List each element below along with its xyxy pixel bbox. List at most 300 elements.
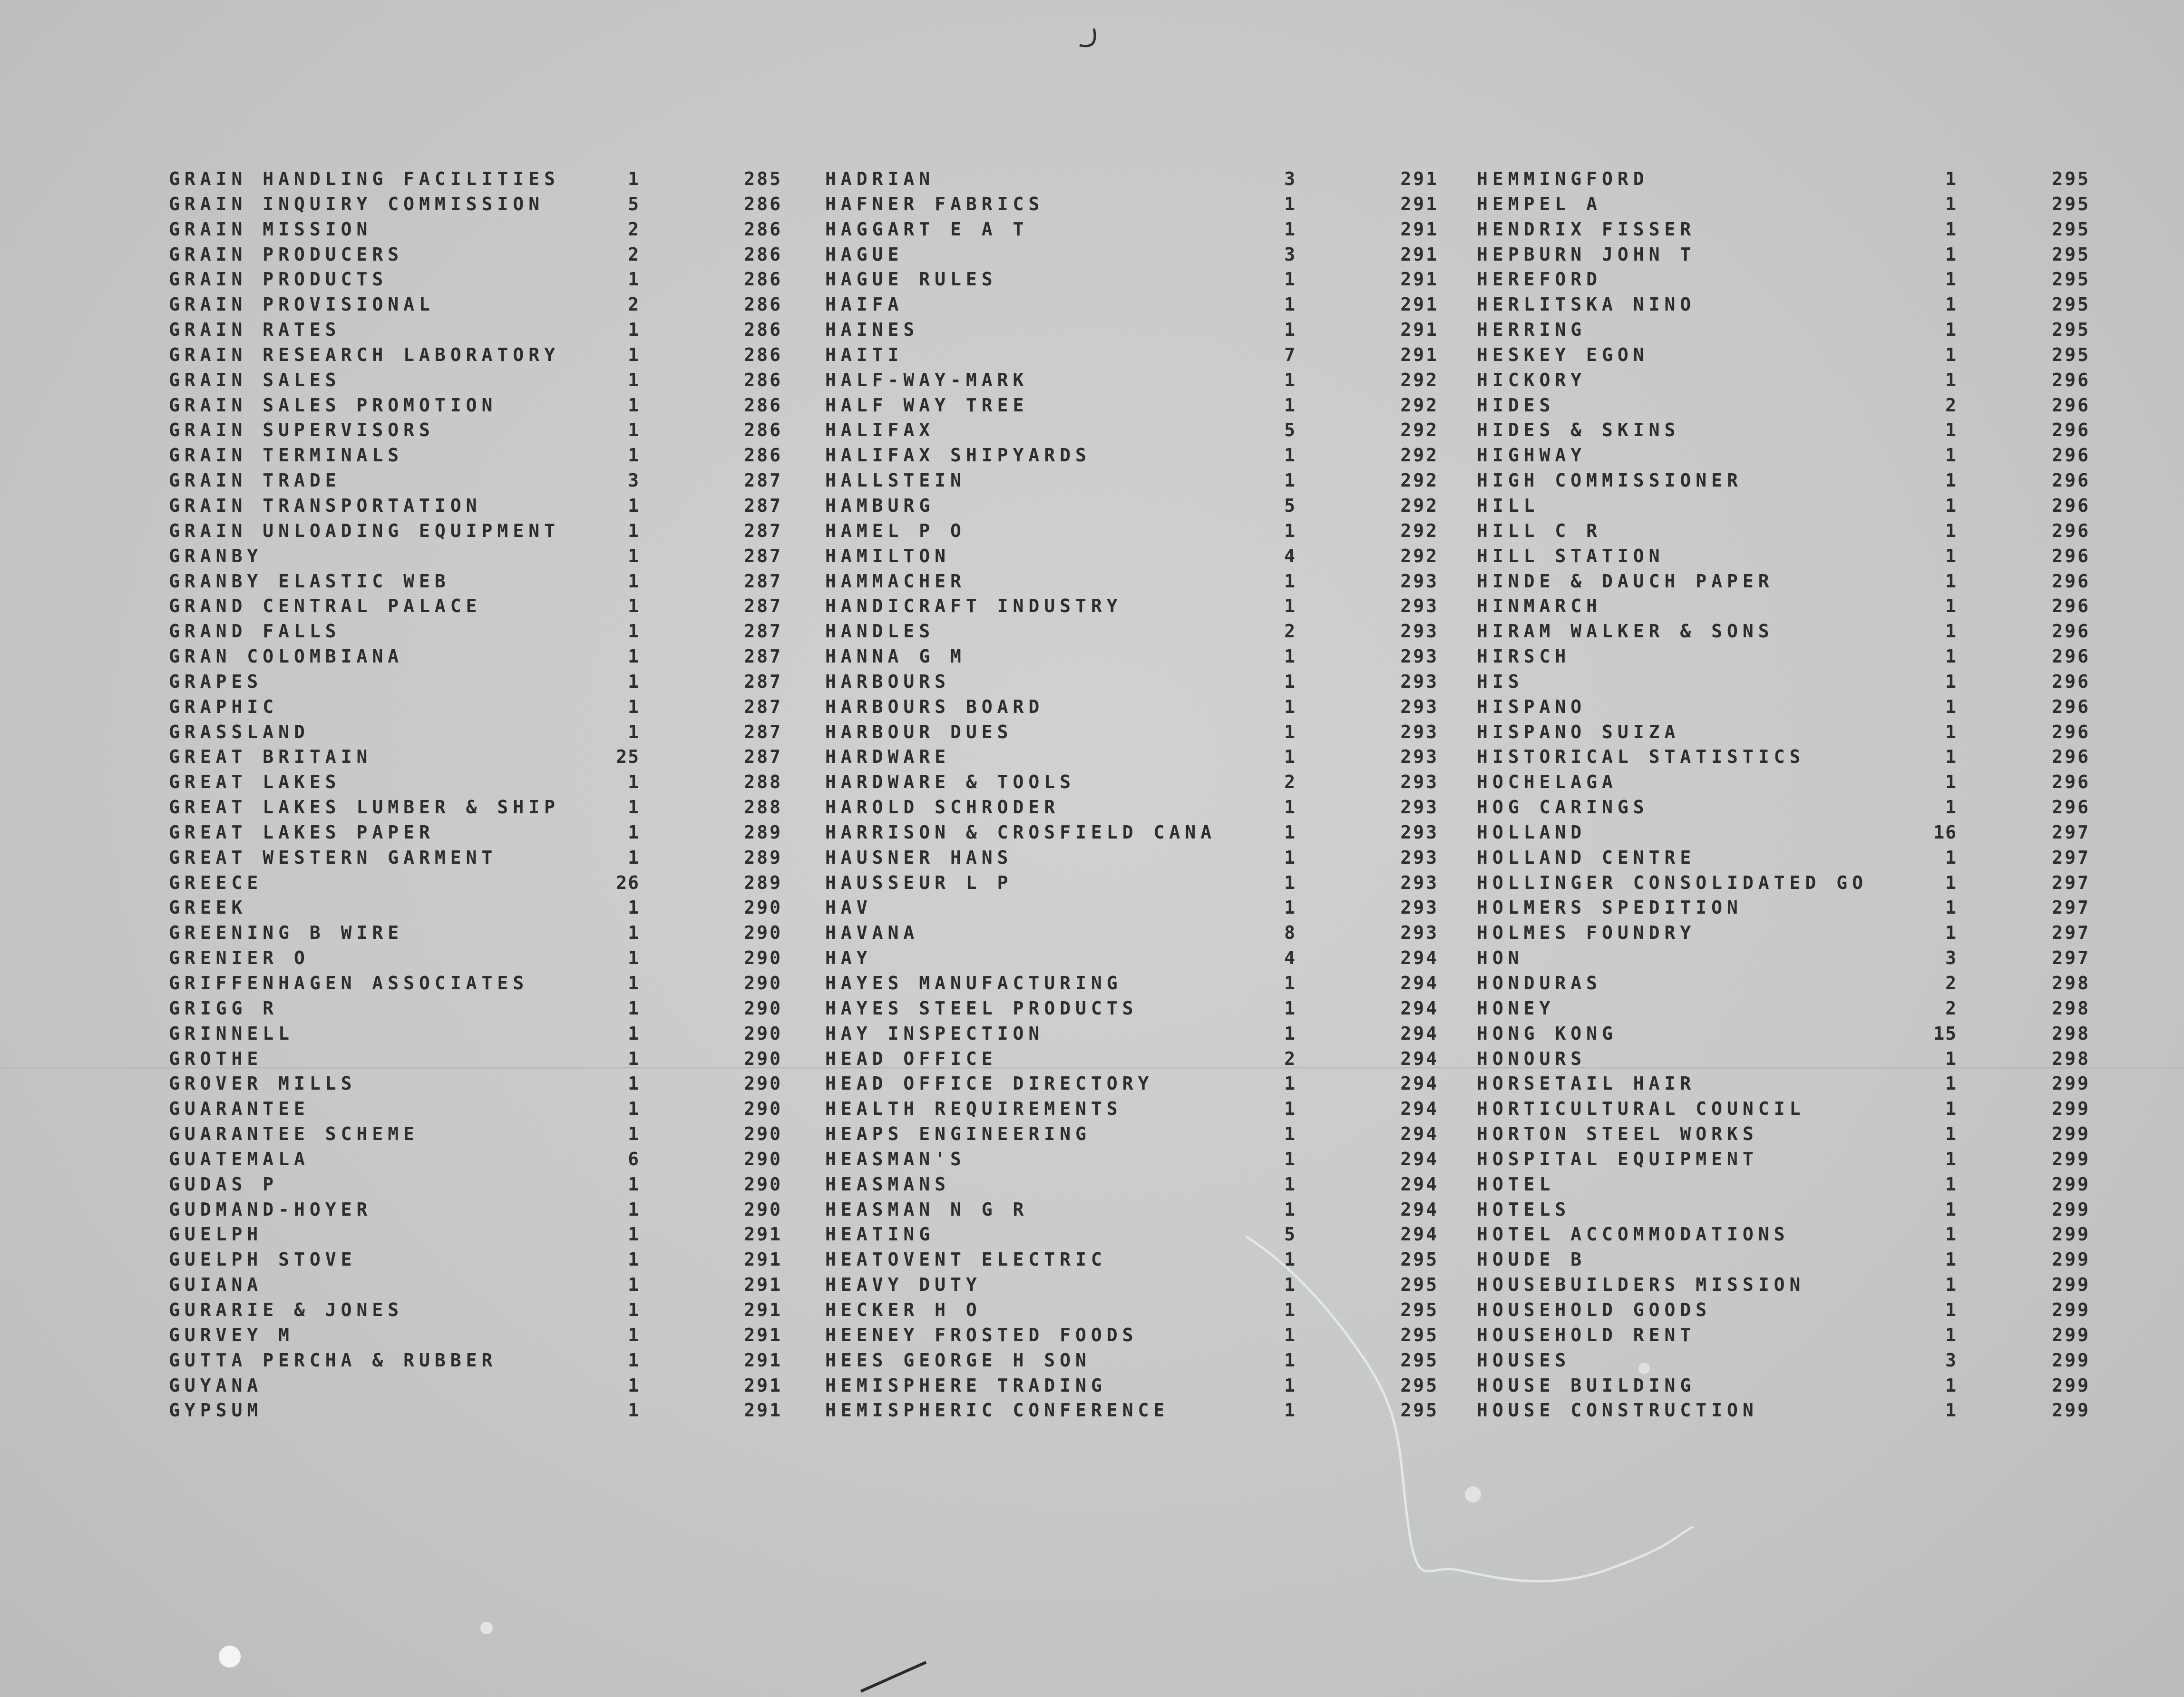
entry-page: 295 <box>1400 1375 1439 1396</box>
index-entry <box>825 669 1458 694</box>
entry-count: 1 <box>1284 997 1296 1019</box>
entry-count: 1 <box>1945 545 1957 566</box>
entry-count: 1 <box>628 394 640 416</box>
entry-page: 286 <box>744 193 782 215</box>
index-entry <box>169 669 801 694</box>
index-entry <box>825 1398 1458 1423</box>
entry-count: 1 <box>1284 319 1296 341</box>
entry-count: 3 <box>1945 947 1957 969</box>
entry-page: 298 <box>2052 1048 2090 1069</box>
index-entry <box>1477 996 2095 1021</box>
entry-count: 1 <box>1945 1073 1957 1094</box>
entry-name: GRAN COLOMBIANA <box>169 646 404 667</box>
index-entry <box>169 468 801 493</box>
entry-page: 294 <box>1400 997 1439 1019</box>
entry-name: HANDLES <box>825 621 935 642</box>
entry-name: HOUSE CONSTRUCTION <box>1477 1400 1758 1421</box>
entry-count: 3 <box>1284 168 1296 189</box>
entry-page: 292 <box>1400 545 1439 566</box>
index-entry <box>825 1147 1458 1172</box>
entry-name: HARDWARE <box>825 746 951 768</box>
entry-count: 1 <box>1284 218 1296 240</box>
index-entry <box>825 1122 1458 1147</box>
entry-count: 1 <box>628 973 640 994</box>
entry-count: 1 <box>1945 797 1957 818</box>
entry-name: GRENIER O <box>169 947 310 969</box>
entry-count: 1 <box>1284 269 1296 290</box>
entry-name: GRAIN PRODUCTS <box>169 269 388 290</box>
entry-count: 1 <box>1945 193 1957 215</box>
index-entry <box>169 594 801 619</box>
entry-count: 1 <box>628 1048 640 1069</box>
entry-count: 2 <box>1284 1048 1296 1069</box>
entry-page: 291 <box>1400 218 1439 240</box>
entry-count: 16 <box>1933 821 1957 843</box>
entry-name: GRAPHIC <box>169 696 279 717</box>
entry-page: 297 <box>2052 872 2090 893</box>
entry-page: 291 <box>744 1375 782 1396</box>
entry-page: 299 <box>2052 1098 2090 1120</box>
entry-count: 1 <box>1945 168 1957 189</box>
entry-page: 288 <box>744 797 782 818</box>
index-entry <box>169 895 801 920</box>
entry-name: GRAIN INQUIRY COMMISSION <box>169 193 545 215</box>
index-entry <box>1477 1122 2095 1147</box>
entry-name: GREECE <box>169 872 263 893</box>
entry-name: GRAIN PRODUCERS <box>169 244 404 265</box>
entry-count: 1 <box>628 1349 640 1371</box>
index-entry <box>169 544 801 569</box>
entry-page: 296 <box>2052 570 2090 592</box>
entry-page: 290 <box>744 1023 782 1044</box>
entry-name: HAV <box>825 897 872 918</box>
index-entry <box>169 1272 801 1297</box>
entry-count: 1 <box>628 646 640 667</box>
index-entry <box>825 468 1458 493</box>
entry-count: 1 <box>1945 771 1957 793</box>
entry-page: 293 <box>1400 721 1439 742</box>
entry-page: 291 <box>1400 168 1439 189</box>
index-entry <box>169 1046 801 1072</box>
entry-page: 292 <box>1400 419 1439 441</box>
entry-count: 1 <box>1284 797 1296 818</box>
entry-page: 299 <box>2052 1199 2090 1220</box>
entry-name: GRAIN RATES <box>169 319 341 341</box>
entry-page: 296 <box>2052 445 2090 466</box>
entry-count: 1 <box>628 419 640 441</box>
index-entry <box>1477 1323 2095 1348</box>
entry-count: 1 <box>628 721 640 742</box>
entry-count: 5 <box>1284 495 1296 516</box>
index-entry <box>825 518 1458 544</box>
index-entry <box>825 619 1458 644</box>
entry-page: 295 <box>2052 218 2090 240</box>
entry-page: 292 <box>1400 369 1439 390</box>
entry-name: HEASMANS <box>825 1173 951 1195</box>
entry-name: HALIFAX SHIPYARDS <box>825 445 1091 466</box>
entry-count: 1 <box>628 621 640 642</box>
entry-count: 1 <box>628 847 640 868</box>
entry-count: 1 <box>628 1249 640 1270</box>
entry-name: HAGUE <box>825 244 904 265</box>
entry-count: 1 <box>1284 1274 1296 1296</box>
index-entry <box>169 192 801 217</box>
entry-count: 4 <box>1284 545 1296 566</box>
entry-name: HALIFAX <box>825 419 935 441</box>
entry-count: 1 <box>1284 646 1296 667</box>
entry-name: GURARIE & JONES <box>169 1299 404 1320</box>
entry-count: 1 <box>1284 1073 1296 1094</box>
entry-name: GREEK <box>169 897 247 918</box>
index-entry <box>1477 720 2095 745</box>
entry-page: 293 <box>1400 646 1439 667</box>
entry-page: 295 <box>2052 193 2090 215</box>
entry-count: 1 <box>628 1224 640 1245</box>
entry-page: 293 <box>1400 746 1439 768</box>
index-entry <box>169 644 801 669</box>
entry-page: 290 <box>744 997 782 1019</box>
index-entry <box>1477 895 2095 920</box>
entry-name: HISPANO <box>1477 696 1587 717</box>
entry-name: GRAIN RESEARCH LABORATORY <box>169 344 560 365</box>
entry-name: GRANBY <box>169 545 263 566</box>
index-entry <box>1477 820 2095 845</box>
entry-page: 299 <box>2052 1400 2090 1421</box>
entry-name: GUELPH <box>169 1224 263 1245</box>
index-entry <box>825 720 1458 745</box>
entry-count: 1 <box>628 821 640 843</box>
entry-count: 1 <box>1945 319 1957 341</box>
entry-name: HAIFA <box>825 294 904 315</box>
index-entry <box>169 795 801 820</box>
entry-name: HALF WAY TREE <box>825 394 1029 416</box>
entry-page: 291 <box>744 1249 782 1270</box>
entry-page: 295 <box>2052 294 2090 315</box>
entry-name: GRAIN MISSION <box>169 218 372 240</box>
entry-name: HANNA G M <box>825 646 966 667</box>
entry-page: 291 <box>1400 269 1439 290</box>
index-entry <box>825 820 1458 845</box>
index-entry <box>169 870 801 896</box>
entry-name: HEES GEORGE H SON <box>825 1349 1091 1371</box>
index-entry <box>825 1297 1458 1323</box>
entry-name: HORSETAIL HAIR <box>1477 1073 1696 1094</box>
index-entry <box>825 166 1458 192</box>
entry-page: 296 <box>2052 470 2090 491</box>
entry-name: GRANBY ELASTIC WEB <box>169 570 450 592</box>
entry-page: 291 <box>744 1224 782 1245</box>
entry-page: 294 <box>1400 1098 1439 1120</box>
entry-page: 291 <box>744 1274 782 1296</box>
index-entry <box>1477 1147 2095 1172</box>
entry-page: 299 <box>2052 1349 2090 1371</box>
entry-count: 1 <box>628 696 640 717</box>
entry-count: 1 <box>1284 1023 1296 1044</box>
entry-name: HAYES MANUFACTURING <box>825 973 1122 994</box>
index-entry <box>169 342 801 368</box>
entry-count: 1 <box>1284 193 1296 215</box>
entry-page: 290 <box>744 1073 782 1094</box>
index-entry <box>1477 493 2095 518</box>
entry-count: 1 <box>1945 269 1957 290</box>
index-entry <box>169 166 801 192</box>
entry-page: 294 <box>1400 1123 1439 1145</box>
entry-count: 1 <box>1945 671 1957 692</box>
entry-count: 1 <box>628 997 640 1019</box>
index-entry <box>169 971 801 996</box>
entry-name: GRAIN TERMINALS <box>169 445 404 466</box>
index-entry <box>1477 443 2095 468</box>
entry-count: 1 <box>1284 470 1296 491</box>
entry-name: GRAND FALLS <box>169 621 341 642</box>
index-entry <box>169 1021 801 1046</box>
entry-page: 290 <box>744 1173 782 1195</box>
entry-page: 291 <box>1400 193 1439 215</box>
entry-count: 1 <box>1945 1400 1957 1421</box>
entry-count: 1 <box>628 369 640 390</box>
entry-name: GRASSLAND <box>169 721 310 742</box>
entry-count: 1 <box>1945 646 1957 667</box>
index-entry <box>825 895 1458 920</box>
entry-name: GUYANA <box>169 1375 263 1396</box>
film-scratch <box>860 1661 926 1692</box>
index-entry <box>825 1021 1458 1046</box>
entry-count: 1 <box>628 1375 640 1396</box>
entry-count: 1 <box>628 445 640 466</box>
index-entry <box>1477 267 2095 292</box>
entry-page: 299 <box>2052 1224 2090 1245</box>
index-entry <box>1477 1197 2095 1222</box>
index-entry <box>169 443 801 468</box>
entry-count: 1 <box>1945 1098 1957 1120</box>
entry-page: 294 <box>1400 1073 1439 1094</box>
index-entry <box>825 1373 1458 1398</box>
entry-page: 287 <box>744 671 782 692</box>
entry-page: 291 <box>1400 319 1439 341</box>
entry-count: 25 <box>616 746 640 768</box>
entry-name: HOUSEHOLD GOODS <box>1477 1299 1712 1320</box>
entry-name: GRAIN SUPERVISORS <box>169 419 435 441</box>
entry-page: 287 <box>744 696 782 717</box>
entry-name: HOUSES <box>1477 1349 1571 1371</box>
entry-page: 292 <box>1400 470 1439 491</box>
entry-count: 1 <box>628 570 640 592</box>
entry-name: HAVANA <box>825 922 919 944</box>
entry-count: 1 <box>1284 1123 1296 1145</box>
entry-page: 293 <box>1400 771 1439 793</box>
entry-name: HISTORICAL STATISTICS <box>1477 746 1805 768</box>
index-entry <box>1477 1373 2095 1398</box>
film-speck <box>1638 1363 1650 1374</box>
entry-page: 290 <box>744 947 782 969</box>
entry-name: HOLLINGER CONSOLIDATED GO <box>1477 872 1868 893</box>
entry-page: 295 <box>1400 1400 1439 1421</box>
entry-count: 1 <box>1284 1299 1296 1320</box>
index-entry <box>169 770 801 795</box>
entry-page: 294 <box>1400 1199 1439 1220</box>
entry-count: 4 <box>1284 947 1296 969</box>
index-entry <box>1477 1071 2095 1096</box>
entry-name: HARBOURS BOARD <box>825 696 1044 717</box>
entry-name: HEPBURN JOHN T <box>1477 244 1696 265</box>
entry-count: 1 <box>1945 1299 1957 1320</box>
index-entry <box>825 1096 1458 1122</box>
entry-count: 1 <box>1284 520 1296 541</box>
entry-page: 292 <box>1400 495 1439 516</box>
index-entry <box>825 770 1458 795</box>
entry-name: GRIGG R <box>169 997 279 1019</box>
entry-count: 2 <box>628 218 640 240</box>
entry-page: 294 <box>1400 1173 1439 1195</box>
index-entry <box>169 1297 801 1323</box>
entry-page: 299 <box>2052 1249 2090 1270</box>
entry-name: HONEY <box>1477 997 1555 1019</box>
index-entry <box>169 1323 801 1348</box>
index-entry <box>825 217 1458 242</box>
entry-count: 1 <box>1284 872 1296 893</box>
entry-name: HARDWARE & TOOLS <box>825 771 1076 793</box>
entry-name: HIS <box>1477 671 1524 692</box>
entry-count: 1 <box>1284 294 1296 315</box>
entry-name: GREENING B WIRE <box>169 922 404 944</box>
entry-page: 289 <box>744 847 782 868</box>
entry-page: 296 <box>2052 646 2090 667</box>
entry-name: GUIANA <box>169 1274 263 1296</box>
entry-name: HEREFORD <box>1477 269 1602 290</box>
index-entry <box>1477 242 2095 267</box>
entry-count: 1 <box>1945 1274 1957 1296</box>
entry-name: HOLLAND CENTRE <box>1477 847 1696 868</box>
entry-count: 1 <box>1284 1400 1296 1421</box>
entry-count: 26 <box>616 872 640 893</box>
entry-page: 297 <box>2052 821 2090 843</box>
entry-count: 1 <box>1945 419 1957 441</box>
entry-name: HONG KONG <box>1477 1023 1618 1044</box>
entry-page: 286 <box>744 344 782 365</box>
entry-count: 1 <box>628 168 640 189</box>
entry-page: 295 <box>1400 1274 1439 1296</box>
entry-name: HOLMES FOUNDRY <box>1477 922 1696 944</box>
entry-count: 1 <box>1945 621 1957 642</box>
entry-page: 294 <box>1400 947 1439 969</box>
index-entry <box>1477 770 2095 795</box>
entry-page: 286 <box>744 369 782 390</box>
entry-name: HANDICRAFT INDUSTRY <box>825 595 1122 617</box>
entry-name: HIRSCH <box>1477 646 1571 667</box>
entry-count: 1 <box>1284 1098 1296 1120</box>
index-entry <box>1477 518 2095 544</box>
index-entry <box>169 317 801 342</box>
index-entry <box>169 569 801 594</box>
entry-name: HARBOUR DUES <box>825 721 1013 742</box>
entry-name: GRAND CENTRAL PALACE <box>169 595 482 617</box>
entry-name: HERRING <box>1477 319 1587 341</box>
entry-count: 5 <box>628 193 640 215</box>
entry-count: 8 <box>1284 922 1296 944</box>
entry-page: 295 <box>1400 1299 1439 1320</box>
entry-name: HEALTH REQUIREMENTS <box>825 1098 1122 1120</box>
entry-name: HORTON STEEL WORKS <box>1477 1123 1758 1145</box>
entry-name: HOLLAND <box>1477 821 1587 843</box>
entry-name: HAUSNER HANS <box>825 847 1013 868</box>
entry-page: 290 <box>744 897 782 918</box>
index-entry <box>1477 744 2095 770</box>
entry-name: HAMILTON <box>825 545 951 566</box>
entry-name: GROVER MILLS <box>169 1073 357 1094</box>
entry-name: HOLMERS SPEDITION <box>1477 897 1743 918</box>
entry-count: 1 <box>1284 1375 1296 1396</box>
index-entry <box>825 744 1458 770</box>
entry-page: 287 <box>744 570 782 592</box>
index-entry <box>1477 192 2095 217</box>
entry-name: GRAIN PROVISIONAL <box>169 294 435 315</box>
entry-count: 2 <box>1284 771 1296 793</box>
index-entry <box>825 920 1458 946</box>
entry-page: 296 <box>2052 495 2090 516</box>
entry-page: 295 <box>1400 1249 1439 1270</box>
index-entry <box>169 493 801 518</box>
entry-page: 290 <box>744 1199 782 1220</box>
entry-name: HILL STATION <box>1477 545 1665 566</box>
entry-page: 289 <box>744 872 782 893</box>
index-entry <box>825 795 1458 820</box>
entry-name: HAFNER FABRICS <box>825 193 1044 215</box>
entry-name: GROTHE <box>169 1048 263 1069</box>
entry-page: 290 <box>744 973 782 994</box>
entry-count: 1 <box>628 897 640 918</box>
entry-name: HILL C R <box>1477 520 1602 541</box>
entry-count: 1 <box>1945 922 1957 944</box>
entry-page: 296 <box>2052 545 2090 566</box>
entry-name: HOUSEBUILDERS MISSION <box>1477 1274 1805 1296</box>
entry-count: 1 <box>1284 746 1296 768</box>
entry-name: GYPSUM <box>169 1400 263 1421</box>
film-speck <box>1465 1486 1481 1502</box>
index-entry <box>169 1348 801 1373</box>
entry-page: 299 <box>2052 1123 2090 1145</box>
index-entry <box>825 1272 1458 1297</box>
film-speck <box>219 1646 241 1668</box>
entry-name: HEAPS ENGINEERING <box>825 1123 1091 1145</box>
entry-name: HAY <box>825 947 872 969</box>
index-entry <box>169 242 801 267</box>
entry-name: GUARANTEE <box>169 1098 310 1120</box>
entry-page: 297 <box>2052 922 2090 944</box>
index-entry <box>825 1046 1458 1072</box>
index-entry <box>825 946 1458 971</box>
entry-page: 291 <box>1400 344 1439 365</box>
entry-name: HOCHELAGA <box>1477 771 1618 793</box>
entry-count: 1 <box>1284 897 1296 918</box>
index-entry <box>825 1247 1458 1272</box>
entry-count: 1 <box>1945 244 1957 265</box>
entry-page: 293 <box>1400 797 1439 818</box>
index-entry <box>825 1071 1458 1096</box>
entry-page: 296 <box>2052 696 2090 717</box>
index-entry <box>825 267 1458 292</box>
entry-count: 1 <box>628 545 640 566</box>
entry-name: HECKER H O <box>825 1299 982 1320</box>
index-entry <box>825 342 1458 368</box>
entry-count: 2 <box>628 244 640 265</box>
entry-count: 1 <box>1945 520 1957 541</box>
index-entry <box>1477 217 2095 242</box>
entry-count: 1 <box>628 1123 640 1145</box>
index-entry <box>169 694 801 720</box>
entry-page: 296 <box>2052 520 2090 541</box>
index-entry <box>169 1172 801 1197</box>
entry-page: 286 <box>744 419 782 441</box>
